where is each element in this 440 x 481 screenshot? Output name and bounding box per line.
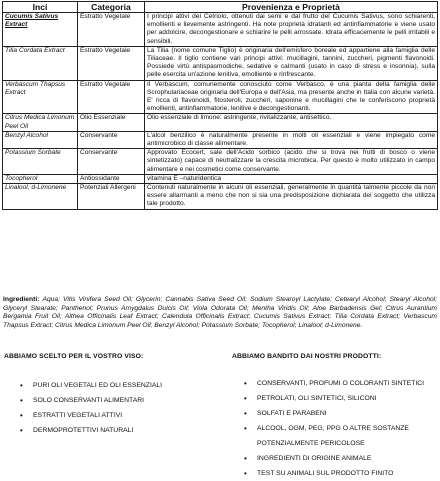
table-row [3, 13, 438, 47]
categoria-cell: Antiossidante [78, 174, 145, 183]
categoria-cell: Estratto Vegetale [78, 13, 145, 47]
list-item: • DERMOPROTETTIVI NATURALI [20, 423, 210, 438]
list-item: • TEST SU ANIMALI SUL PRODOTTO FINITO [244, 466, 434, 481]
inci-table-body [3, 13, 438, 210]
description-cell: I principi attivi del Cetriolo, ottenuti dai semi e dal frutto del Cucumis Sativus, sono schiarenti, emollienti e lievemente astringenti. Ha note proprietà idratanti ed antinfiammatorie e viene usato per addolcire, decongestionare e schiarire le pelli arrossate. Idrata efficacemente le pelli irritabili e sensibili. [145, 13, 438, 47]
table-row [3, 174, 438, 183]
header-inci: Inci [3, 2, 78, 13]
categoria-cell: Estratto Vegetale [78, 80, 145, 114]
inci-cell: Linalool, d-Limonene [3, 184, 78, 210]
inci-cell: Tilia Cordata Extract [3, 46, 78, 80]
list-item: • SOLO CONSERVANTI ALIMENTARI [20, 393, 210, 408]
description-cell: La Tilia (nome comune Tiglio) è originaria dell'emisfero boreale ed appartiene alla famiglia delle Tiliaceae. Il tiglio contiene vari principi attivi: mucillagini, tannini, zuccheri, pigmenti flavonoidi. Possiede virtù antispasmodiche, sedative e calmanti (usato in caso di stress e insonnia), sulla pelle esercita un'azione lenitiva, emolliente e rinfrescante. [145, 46, 438, 80]
table-row [3, 80, 438, 114]
categoria-cell: Estratto Vegetale [78, 46, 145, 80]
categoria-cell: Olio Essenziale [78, 114, 145, 131]
table-row [3, 149, 438, 175]
description-cell: Contenuti naturalmente in alcuni oli essenziali, generalmente in quantità talmente piccole da non essere allarmanti a meno che non si sia una predisposizione dichiarata del soggetto che utilizza tale prodotto. [145, 184, 438, 210]
header-provenienza: Provenienza e Proprietà [145, 2, 438, 13]
inci-cell: Citrus Medica Limonum Peel Oil [3, 114, 78, 131]
categoria-cell: Conservante [78, 149, 145, 175]
table-row [3, 184, 438, 210]
inci-cell: Benzyl Alcohol [3, 131, 78, 148]
list-item: • ALCOOL, OGM, PEG, PPG O ALTRE SOSTANZE POTENZIALMENTE PERICOLOSE [244, 421, 434, 451]
inci-cell: Verbascum Thapsus Extract [3, 80, 78, 114]
description-cell: Approvato Ecocert, sale dell'Acido sorbico (acido che si trova nei frutti di bosco o viene sintetizzato) capace di neutralizzare la crescita microbica. Per questo è molto utilizzato in campo alimentare e nei cosmetici come conservante. [145, 149, 438, 175]
table-row [3, 46, 438, 80]
inci-table [2, 1, 438, 210]
ingredients-paragraph [3, 296, 437, 330]
chosen-title: ABBIAMO SCELTO PER IL VOSTRO VISO: [4, 353, 144, 360]
banned-title: ABBIAMO BANDITO DAI NOSTRI PRODOTTI: [232, 353, 382, 360]
chosen-list [20, 378, 210, 438]
list-item: • INGREDIENTI DI ORIGINE ANIMALE [244, 451, 434, 466]
ingredients-label: Ingredienti: [3, 296, 40, 303]
categoria-cell: Potenziali Allergeni [78, 184, 145, 210]
list-item: • PETROLATI, OLI SINTETICI, SILICONI [244, 391, 434, 406]
table-header-row [3, 2, 438, 13]
list-item: • ESTRATTI VEGETALI ATTIVI [20, 408, 210, 423]
inci-cell: Cucumis Sativus Extract [3, 13, 78, 47]
description-cell: vitamina E –naturidentica [145, 174, 438, 183]
inci-cell: Tocopherol [3, 174, 78, 183]
description-cell: L'alcol benzilico è naturalmente presente in molti oli essenziali e viene impiegato come antimicrobico di classe alimentare. [145, 131, 438, 148]
ingredients-text: Aqua; Vitis Vinifera Seed Oil; Glycerin; Cannabis Sativa Seed Oil; Sodium Stearoyl Lactylate; Cetearyl Alcohol; Stearyl Alcohol; Glyceryl Stearate; Panthenol; Prunus Amygdalus Dulcis Oil; Viola Odorata Oil; Mentha Viridis Oil; Aloe Barbadensis Gel; Citrus Aurantium Bergamia Fruit Oil; Althea Officinalis Leaf Extract; Calendula Officinalis Extract; Cucumis Sativus Extract; Tilia Cordata Extract; Verbascum Thapsus Extract; Citrus Medica Limonum Peel Oil; Benzyl Alcohol; Potassium Sorbate; Tocopherol; Linalool; d-Limonene. [3, 296, 438, 329]
description-cell: Il Verbascum, comunemente conosciuto come Verbasco, è una pianta della famiglia delle Scrophulariaceae originaria dell'Europa e dell'Asia, ma presente anche in Italia con alcune varietà. E' ricca di flavonoidi, fitosteroli, zuccheri, saponine e mucillagini che le conferiscono proprietà emollienti, antinfiammatorie, lenitive e decongestionanti. [145, 80, 438, 114]
categoria-cell: Conservante [78, 131, 145, 148]
header-categoria: Categoria [78, 2, 145, 13]
table-row [3, 131, 438, 148]
list-item: • CONSERVANTI, PROFUMI O COLORANTI SINTETICI [244, 376, 434, 391]
banned-list [244, 376, 434, 481]
list-item: • SOLFATI E PARABENI [244, 406, 434, 421]
table-row [3, 114, 438, 131]
list-item: • PURI OLI VEGETALI ED OLI ESSENZIALI [20, 378, 210, 393]
inci-cell: Potassium Sorbate [3, 149, 78, 175]
description-cell: Olio essenziale di limone: astringente, rivitalizzante, antisettico. [145, 114, 438, 131]
